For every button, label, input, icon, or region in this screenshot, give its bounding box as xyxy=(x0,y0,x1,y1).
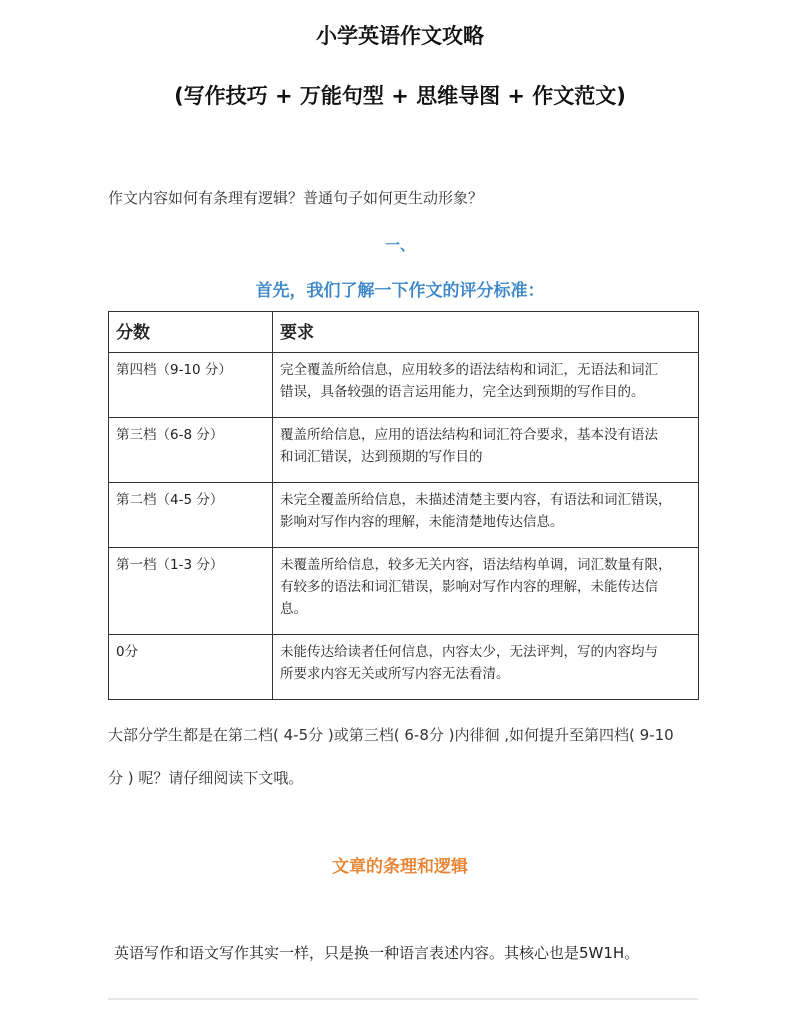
bottom-divider xyxy=(108,998,698,1000)
header-requirement: 要求 xyxy=(273,312,699,353)
table-header-row xyxy=(109,312,699,353)
grade-cell: 第三档（6-8 分） xyxy=(109,418,273,483)
requirement-line: 完全覆盖所给信息，应用较多的语法结构和词汇，无语法和词汇 xyxy=(280,362,658,378)
table-row xyxy=(109,483,699,548)
section-number: 一、 xyxy=(384,236,415,254)
requirement-line: 有较多的语法和词汇错误，影响对写作内容的理解，未能传达信 xyxy=(280,579,658,595)
page-title: 小学英语作文攻略 xyxy=(316,24,484,48)
scoring-table xyxy=(108,311,699,700)
requirement-line: 未能传达给读者任何信息，内容太少，无法评判，写的内容均与 xyxy=(280,644,658,660)
requirement-line: 未完全覆盖所给信息，未描述清楚主要内容，有语法和词汇错误， xyxy=(280,492,672,508)
requirement-line: 和词汇错误，达到预期的写作目的 xyxy=(280,449,483,465)
requirement-line: 所要求内容无关或所写内容无法看清。 xyxy=(280,666,510,682)
requirement-cell xyxy=(273,483,699,548)
header-score: 分数 xyxy=(109,312,273,353)
summary-line-2: 分 ) 呢？请仔细阅读下文哦。 xyxy=(108,769,304,787)
requirement-line: 未覆盖所给信息，较多无关内容，语法结构单调，词汇数量有限， xyxy=(280,557,672,573)
grade-cell: 第四档（9-10 分） xyxy=(109,353,273,418)
requirement-cell xyxy=(273,418,699,483)
requirement-cell xyxy=(273,635,699,700)
table-row xyxy=(109,418,699,483)
section-heading: 首先，我们了解一下作文的评分标准： xyxy=(255,281,545,301)
intro-paragraph: 英语写作和语文写作其实一样，只是换一种语言表述内容。其核心也是5W1H。 xyxy=(114,944,640,962)
requirement-line: 影响对写作内容的理解，未能清楚地传达信息。 xyxy=(280,514,564,530)
grade-cell: 0分 xyxy=(109,635,273,700)
requirement-line: 覆盖所给信息，应用的语法结构和词汇符合要求，基本没有语法 xyxy=(280,427,658,443)
grade-cell: 第二档（4-5 分） xyxy=(109,483,273,548)
requirement-cell xyxy=(273,353,699,418)
summary-line-1: 大部分学生都是在第二档( 4-5分 )或第三档( 6-8分 )内徘徊 ,如何提升至第四档( 9-10 xyxy=(108,726,674,744)
table-row xyxy=(109,353,699,418)
requirement-cell xyxy=(273,548,699,635)
grade-cell: 第一档（1-3 分） xyxy=(109,548,273,635)
logic-heading: 文章的条理和逻辑 xyxy=(332,857,468,877)
page-subtitle: (写作技巧 + 万能句型 + 思维导图 + 作文范文) xyxy=(174,84,626,108)
requirement-line: 错误，具备较强的语言运用能力，完全达到预期的写作目的。 xyxy=(280,384,645,400)
table-row xyxy=(109,548,699,635)
table-row xyxy=(109,635,699,700)
requirement-line: 息。 xyxy=(280,601,307,617)
question-line: 作文内容如何有条理有逻辑？普通句子如何更生动形象？ xyxy=(108,189,484,207)
